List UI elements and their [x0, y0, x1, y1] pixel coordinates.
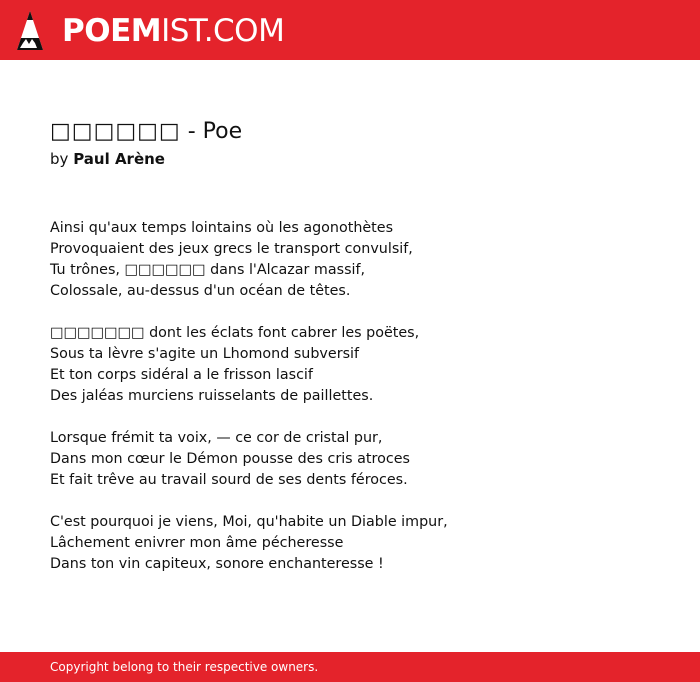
poem-line: Provoquaient des jeux grecs le transport convulsif, [50, 241, 413, 257]
poem-line: Tu trônes, □□□□□□ dans l'Alcazar massif, [50, 262, 366, 278]
pencil-logo-icon[interactable] [16, 10, 44, 52]
stanza [50, 428, 650, 491]
copyright-text: Copyright belong to their respective owners. [50, 660, 319, 674]
poem-line: Sous ta lèvre s'agite un Lhomond subversif [50, 346, 360, 362]
site-logo[interactable] [62, 11, 284, 51]
poem-line: Dans ton vin capiteux, sonore enchanteresse ! [50, 556, 384, 572]
poem-body [50, 218, 650, 596]
poem-title-suffix: - Poe [180, 119, 243, 144]
poem-line: Et ton corps sidéral a le frisson lascif [50, 367, 313, 383]
poem-line: Ainsi qu'aux temps lointains où les agonothètes [50, 220, 394, 236]
site-header [0, 0, 700, 60]
logo-text-bold: POEM [62, 13, 162, 49]
stanza [50, 323, 650, 407]
poem-line: Lorsque frémit ta voix, — ce cor de cristal pur, [50, 430, 383, 446]
logo-text-light: IST.COM [161, 13, 285, 49]
poem-byline [50, 148, 165, 170]
poem-line: □□□□□□□ dont les éclats font cabrer les poëtes, [50, 325, 420, 341]
byline-label: by [50, 150, 69, 168]
poem-line: Dans mon cœur le Démon pousse des cris atroces [50, 451, 410, 467]
poem-title-glyphs: □□□□□□ [50, 119, 181, 144]
site-footer [0, 652, 700, 682]
poem-line: Et fait trêve au travail sourd de ses dents féroces. [50, 472, 408, 488]
author-name: Paul Arène [73, 150, 165, 168]
poem-line: Colossale, au-dessus d'un océan de têtes. [50, 283, 351, 299]
poem-title [50, 117, 242, 147]
poem-line: Lâchement enivrer mon âme pécheresse [50, 535, 344, 551]
stanza [50, 218, 650, 302]
poem-line: C'est pourquoi je viens, Moi, qu'habite un Diable impur, [50, 514, 448, 530]
poem-line: Des jaléas murciens ruisselants de paillettes. [50, 388, 374, 404]
stanza [50, 512, 650, 575]
